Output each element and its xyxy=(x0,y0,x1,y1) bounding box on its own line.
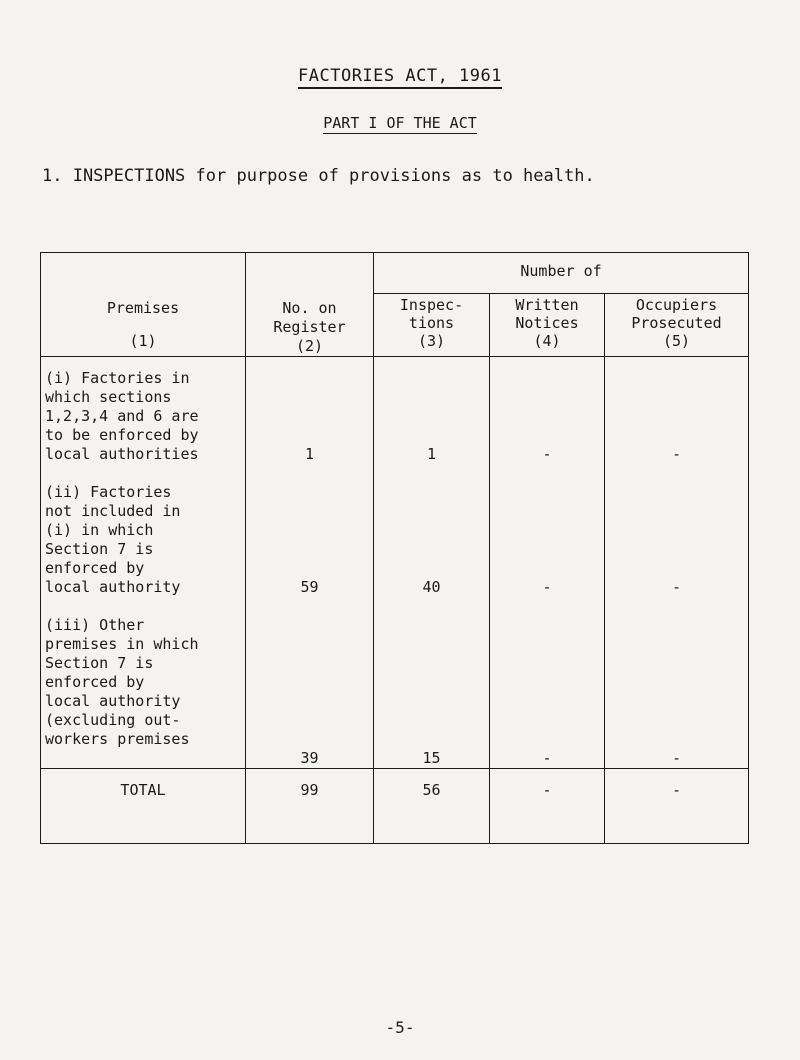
column-header-prosecuted: Occupiers Prosecuted (5) xyxy=(605,293,749,356)
notices-value-row-3: - xyxy=(542,749,552,767)
column-header-inspections: Inspec- tions (3) xyxy=(374,293,490,356)
inspections-values-cell xyxy=(374,357,490,769)
total-notices: - xyxy=(490,769,605,844)
prosecuted-value-row-2: - xyxy=(671,578,682,596)
column-header-premises: Premises (1) xyxy=(41,253,246,357)
section-heading: 1. INSPECTIONS for purpose of provisions as to health. xyxy=(42,166,595,186)
inspections-value-row-1: 1 xyxy=(426,445,437,463)
register-value-row-1: 1 xyxy=(304,445,315,463)
total-row xyxy=(41,769,749,844)
group-header-number-of: Number of xyxy=(374,253,749,294)
total-inspections: 56 xyxy=(374,769,490,844)
column-header-notices: Written Notices (4) xyxy=(490,293,605,356)
premises-item-other-iii: (iii) Other premises in which Section 7 is enforced by local authority (excluding out- workers premises xyxy=(45,616,199,748)
prosecuted-value-row-1: - xyxy=(671,445,682,463)
notices-value-row-1: - xyxy=(542,445,552,463)
inspections-table xyxy=(40,252,749,844)
page-number: -5- xyxy=(385,1018,415,1037)
register-values-cell xyxy=(246,357,374,769)
premises-item-factories-i: (i) Factories in which sections 1,2,3,4 and 6 are to be enforced by local authorities xyxy=(45,369,199,463)
total-prosecuted: - xyxy=(605,769,749,844)
column-header-register: No. on Register (2) xyxy=(246,253,374,357)
prosecuted-values-cell xyxy=(605,357,749,769)
table-body-row xyxy=(41,357,749,769)
register-value-row-2: 59 xyxy=(300,578,319,596)
inspections-value-row-2: 40 xyxy=(422,578,441,596)
total-label: TOTAL xyxy=(41,769,246,844)
total-register: 99 xyxy=(246,769,374,844)
prosecuted-value-row-3: - xyxy=(671,749,682,767)
document-title: FACTORIES ACT, 1961 xyxy=(0,66,800,86)
notices-value-row-2: - xyxy=(542,578,552,596)
premises-item-factories-ii: (ii) Factories not included in (i) in which Section 7 is enforced by local authority xyxy=(45,483,181,596)
notices-values-cell xyxy=(490,357,605,769)
premises-cell xyxy=(41,357,246,769)
register-value-row-3: 39 xyxy=(300,749,319,767)
document-subtitle: PART I OF THE ACT xyxy=(323,114,477,132)
inspections-value-row-3: 15 xyxy=(422,749,441,767)
table-header-row xyxy=(41,253,749,294)
